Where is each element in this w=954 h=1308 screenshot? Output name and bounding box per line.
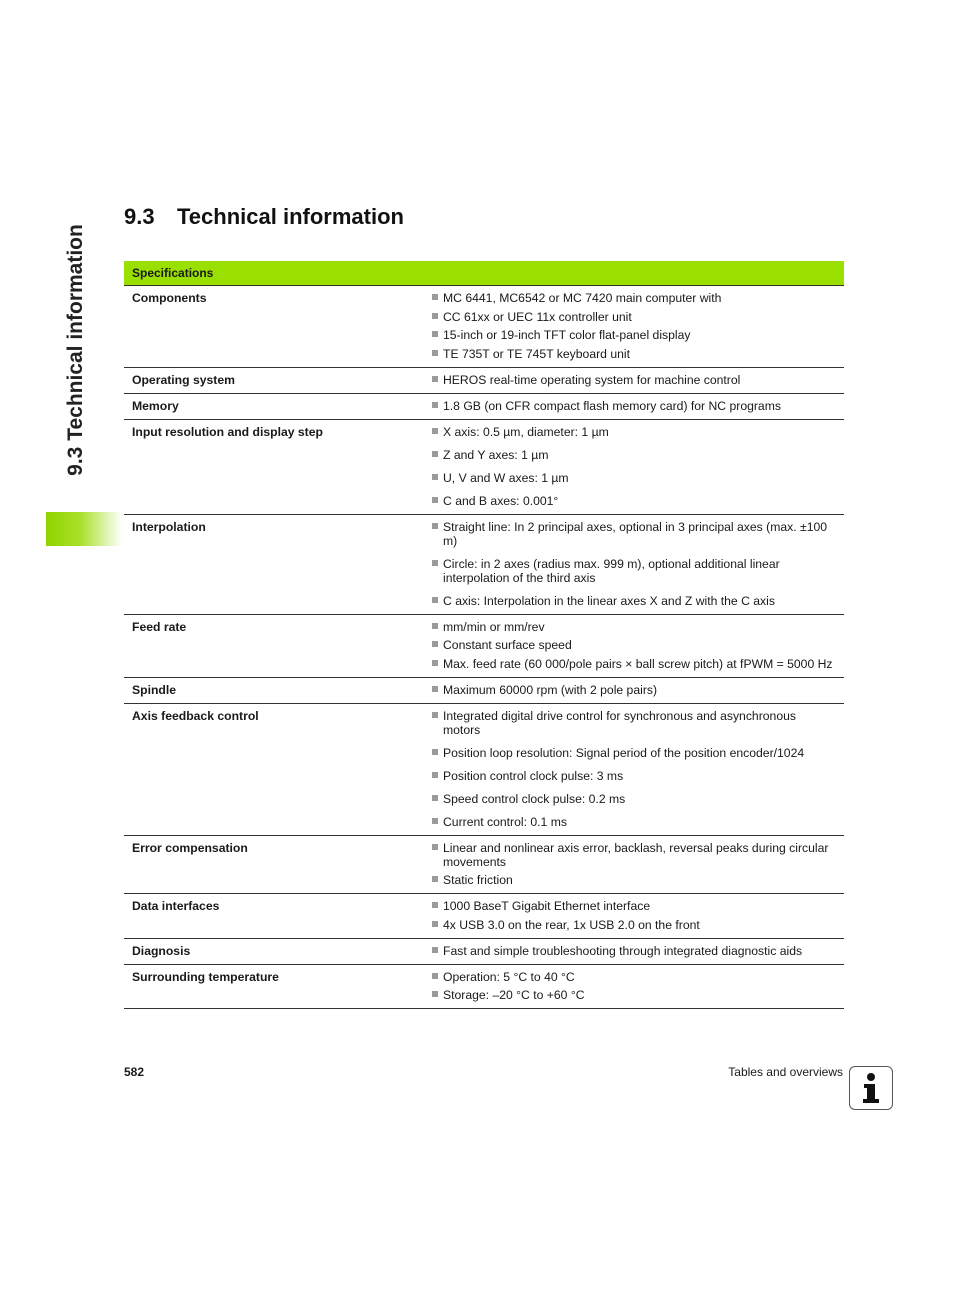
row-label: Spindle (124, 677, 424, 703)
section-number: 9.3 (124, 204, 155, 229)
list-item (432, 425, 836, 439)
table-header-row (124, 261, 844, 286)
row-label: Error compensation (124, 835, 424, 894)
list-item (432, 873, 836, 887)
list-item-text: Integrated digital drive control for synchronous and asynchronous motors (443, 708, 796, 737)
bullet-square-icon (432, 660, 438, 666)
list-item-text: 1.8 GB (on CFR compact flash memory card) for NC programs (443, 398, 781, 413)
table-row (124, 367, 844, 393)
bullet-square-icon (432, 523, 438, 529)
section-heading (124, 204, 404, 230)
row-value (424, 677, 844, 703)
chapter-tab-marker (46, 512, 122, 546)
table-row (124, 677, 844, 703)
list-item (432, 520, 836, 548)
row-label: Input resolution and display step (124, 419, 424, 514)
list-item (432, 620, 836, 634)
row-value (424, 964, 844, 1009)
list-item (432, 746, 836, 760)
bullet-square-icon (432, 474, 438, 480)
list-item-text: Current control: 0.1 ms (443, 814, 567, 829)
bullet-square-icon (432, 497, 438, 503)
row-value (424, 419, 844, 514)
bullet-square-icon (432, 331, 438, 337)
bullet-square-icon (432, 973, 438, 979)
list-item (432, 683, 836, 697)
bullet-square-icon (432, 402, 438, 408)
bullet-square-icon (432, 902, 438, 908)
list-item-text: HEROS real-time operating system for machine control (443, 372, 741, 387)
table-row (124, 393, 844, 419)
list-item (432, 769, 836, 783)
row-value (424, 514, 844, 614)
row-value (424, 703, 844, 835)
list-item (432, 792, 836, 806)
bullet-square-icon (432, 560, 438, 566)
row-label: Operating system (124, 367, 424, 393)
row-label: Feed rate (124, 614, 424, 677)
bullet-square-icon (432, 623, 438, 629)
list-item (432, 638, 836, 652)
list-item-text: CC 61xx or UEC 11x controller unit (443, 309, 632, 324)
list-item-text: 15-inch or 19-inch TFT color flat-panel display (443, 328, 691, 342)
section-title: Technical information (177, 204, 404, 229)
bullet-square-icon (432, 795, 438, 801)
page-number: 582 (124, 1065, 145, 1079)
row-label: Axis feedback control (124, 703, 424, 835)
list-item (432, 328, 836, 342)
row-value (424, 614, 844, 677)
list-item (432, 448, 836, 462)
list-item-text: Static friction (443, 873, 513, 887)
bullet-square-icon (432, 313, 438, 319)
bullet-square-icon (432, 991, 438, 997)
bullet-square-icon (432, 428, 438, 434)
list-item (432, 918, 836, 932)
list-item-text: Position loop resolution: Signal period of the position encoder/1024 (443, 745, 805, 760)
bullet-square-icon (432, 641, 438, 647)
list-item (432, 841, 836, 869)
list-item-text: Circle: in 2 axes (radius max. 999 m), optional additional linear interpolation of the third axis (443, 556, 780, 585)
row-label: Data interfaces (124, 894, 424, 939)
list-item (432, 899, 836, 913)
table-row (124, 614, 844, 677)
bullet-square-icon (432, 376, 438, 382)
row-value (424, 894, 844, 939)
list-item-text: 1000 BaseT Gigabit Ethernet interface (443, 899, 651, 913)
list-item-text: Speed control clock pulse: 0.2 ms (443, 791, 626, 806)
list-item (432, 815, 836, 829)
info-glyph-icon (850, 1067, 892, 1109)
list-item (432, 310, 836, 324)
list-item-text: Constant surface speed (443, 638, 572, 652)
table-row (124, 514, 844, 614)
bullet-square-icon (432, 772, 438, 778)
list-item (432, 594, 836, 608)
list-item (432, 399, 836, 413)
table-header: Specifications (124, 261, 844, 286)
table-row (124, 835, 844, 894)
bullet-square-icon (432, 947, 438, 953)
bullet-square-icon (432, 597, 438, 603)
list-item (432, 347, 836, 361)
list-item-text: Maximum 60000 rpm (with 2 pole pairs) (443, 682, 658, 697)
list-item (432, 988, 836, 1002)
row-value (424, 393, 844, 419)
bullet-square-icon (432, 451, 438, 457)
list-item-text: Storage: –20 °C to +60 °C (443, 988, 585, 1002)
list-item (432, 944, 836, 958)
bullet-square-icon (432, 294, 438, 300)
row-value (424, 938, 844, 964)
list-item-text: Z and Y axes: 1 µm (443, 447, 549, 462)
list-item-text: Operation: 5 °C to 40 °C (443, 969, 575, 984)
list-item (432, 970, 836, 984)
table-row (124, 286, 844, 368)
list-item-text: Fast and simple troubleshooting through integrated diagnostic aids (443, 943, 803, 958)
chapter-name: Tables and overviews (728, 1065, 843, 1079)
table-row (124, 894, 844, 939)
list-item-text: C and B axes: 0.001° (443, 493, 559, 508)
bullet-square-icon (432, 844, 438, 850)
list-item (432, 709, 836, 737)
list-item-text: C axis: Interpolation in the linear axes X and Z with the C axis (443, 593, 775, 608)
row-value (424, 367, 844, 393)
list-item-text: X axis: 0.5 µm, diameter: 1 µm (443, 424, 609, 439)
list-item-text: Straight line: In 2 principal axes, optional in 3 principal axes (max. ±100 m) (443, 519, 828, 548)
row-label: Components (124, 286, 424, 368)
bullet-square-icon (432, 818, 438, 824)
bullet-square-icon (432, 749, 438, 755)
list-item-text: TE 735T or TE 745T keyboard unit (443, 346, 630, 361)
list-item (432, 291, 836, 305)
row-value (424, 835, 844, 894)
row-label: Surrounding temperature (124, 964, 424, 1009)
bullet-square-icon (432, 686, 438, 692)
list-item-text: Linear and nonlinear axis error, backlash, reversal peaks during circular movements (443, 840, 829, 869)
table-row (124, 703, 844, 835)
list-item-text: MC 6441, MC6542 or MC 7420 main computer with (443, 291, 722, 305)
side-tab-title: 9.3 Technical information (64, 224, 87, 476)
table-row (124, 964, 844, 1009)
bullet-square-icon (432, 921, 438, 927)
list-item-text: Max. feed rate (60 000/pole pairs × ball screw pitch) at fPWM = 5000 Hz (443, 656, 833, 671)
specifications-table (124, 261, 844, 1009)
list-item-text: 4x USB 3.0 on the rear, 1x USB 2.0 on the front (443, 917, 700, 932)
list-item-text: Position control clock pulse: 3 ms (443, 768, 624, 783)
row-value (424, 286, 844, 368)
bullet-square-icon (432, 712, 438, 718)
list-item-text: mm/min or mm/rev (443, 619, 545, 634)
list-item (432, 557, 836, 585)
list-item (432, 657, 836, 671)
list-item (432, 471, 836, 485)
row-label: Memory (124, 393, 424, 419)
bullet-square-icon (432, 876, 438, 882)
row-label: Interpolation (124, 514, 424, 614)
info-icon (849, 1066, 893, 1110)
list-item-text: U, V and W axes: 1 µm (443, 470, 569, 485)
bullet-square-icon (432, 350, 438, 356)
list-item (432, 494, 836, 508)
row-label: Diagnosis (124, 938, 424, 964)
table-row (124, 419, 844, 514)
list-item (432, 373, 836, 387)
table-row (124, 938, 844, 964)
